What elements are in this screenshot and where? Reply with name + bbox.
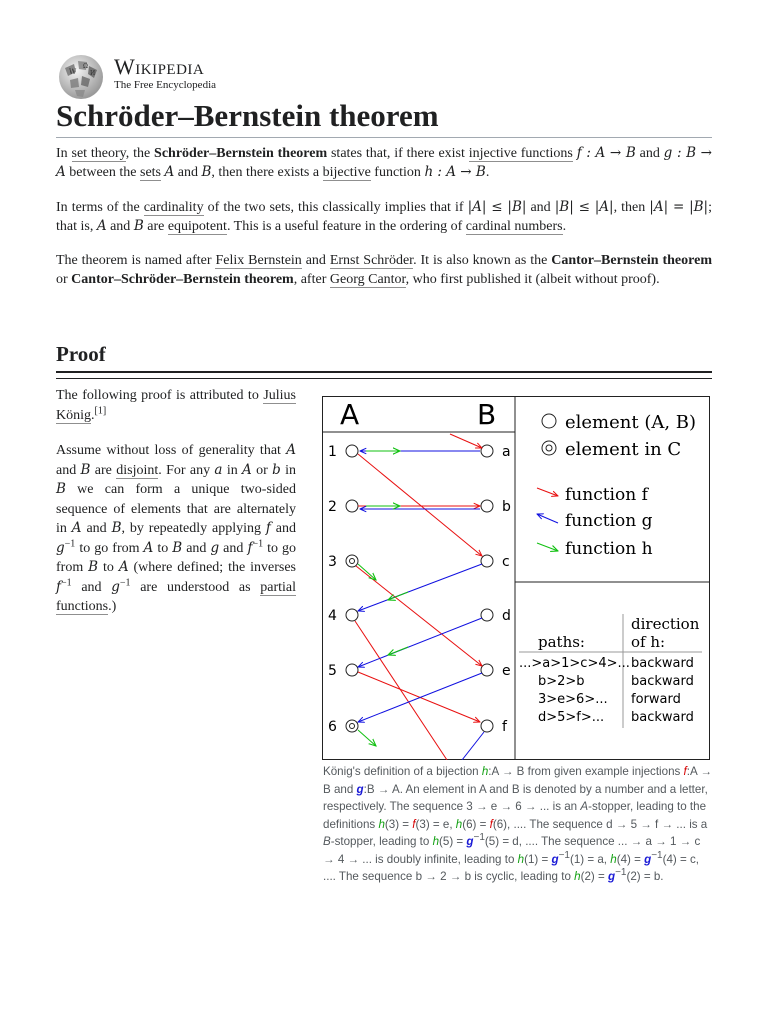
table-header-paths: paths:	[538, 633, 585, 651]
text: :A → B and	[323, 765, 712, 796]
text: states that, if there exist	[327, 146, 469, 161]
node-a-1	[346, 445, 358, 457]
math-b: B	[201, 164, 212, 180]
link-sets[interactable]: sets	[140, 165, 161, 180]
legend-element-ab: element (A, B)	[565, 412, 697, 433]
wikipedia-wordmark[interactable]: Wikipedia	[114, 54, 205, 79]
math-a: A	[118, 559, 129, 575]
math-h: h : A → B	[424, 164, 486, 180]
text: -stopper, leading to	[330, 835, 433, 848]
text: The following proof is attributed to	[56, 388, 264, 403]
math-f: f : A → B	[576, 145, 636, 161]
math-a-lower: a	[214, 461, 223, 478]
superscript: −1	[252, 537, 264, 549]
text: in	[222, 462, 243, 478]
math-card-2: |B| ≤ |A|	[554, 199, 614, 215]
math-b: B	[133, 218, 144, 234]
svg-text:W: W	[69, 68, 77, 76]
math-a: A	[242, 461, 252, 478]
text: and	[71, 579, 112, 595]
text: to	[153, 540, 173, 556]
text: . For any	[158, 462, 215, 478]
text: , then	[613, 200, 650, 215]
element-letter: a	[502, 444, 511, 460]
figure-caption	[323, 763, 713, 886]
h-symbol: h	[432, 835, 440, 848]
legend-element-c: element in C	[565, 439, 682, 460]
text: and	[182, 540, 211, 556]
link-cardinal-numbers[interactable]: cardinal numbers	[465, 219, 563, 234]
math-g: g : B → A	[56, 145, 712, 180]
text: (4) = c, .... The sequence b → 2 → b is cyclic, leading to	[323, 852, 699, 883]
text: , by repeatedly applying	[121, 521, 266, 536]
text: or	[251, 462, 273, 478]
f-symbol: f	[683, 765, 687, 778]
text: ; that is,	[56, 200, 712, 234]
h-symbol: h	[455, 817, 463, 831]
h-symbol: h	[574, 870, 581, 883]
text: (3) =	[384, 817, 413, 831]
proof-paragraph-1	[56, 386, 296, 425]
link-bijective[interactable]: bijective	[322, 165, 371, 180]
element-number: 6	[328, 719, 337, 735]
legend-function-h: function h	[565, 539, 653, 559]
math-g: g	[210, 539, 220, 556]
table-path: 3>e>6>...	[538, 692, 608, 707]
math-a: A	[286, 442, 296, 458]
element-number: 3	[328, 554, 337, 570]
section-divider-thin	[56, 378, 712, 379]
text: to	[98, 560, 119, 575]
text: , after	[293, 272, 330, 287]
wikipedia-globe-logo[interactable]	[56, 52, 106, 102]
text: .	[91, 407, 95, 423]
svg-text:И: И	[90, 70, 96, 77]
text: (1) = a,	[569, 852, 611, 866]
math-a: A	[143, 539, 154, 556]
math-a: A	[164, 164, 175, 180]
text: and	[270, 521, 297, 536]
table-direction: backward	[631, 674, 694, 689]
text: (1) =	[524, 852, 552, 866]
text: .)	[108, 599, 117, 614]
table-direction: forward	[631, 692, 681, 707]
element-letter: b	[502, 499, 511, 515]
link-cardinality[interactable]: cardinality	[143, 200, 204, 215]
legend-function-g: function g	[565, 511, 653, 531]
table-header-direction: direction	[631, 615, 700, 633]
link-partial-functions[interactable]: partial functions	[56, 579, 297, 614]
math-b-lower: b	[272, 461, 281, 478]
text: :A → B from given example injections	[488, 765, 684, 778]
node-a-4	[346, 609, 358, 621]
math-f: f	[265, 520, 271, 536]
text: . It is also known as the	[413, 253, 552, 268]
text: are	[143, 219, 168, 234]
text: , who first published it (albeit without proof).	[405, 272, 660, 287]
link-injective-functions[interactable]: injective functions	[468, 146, 573, 161]
set-a-label: A	[340, 398, 360, 431]
link-ernst-schroder[interactable]: Ernst Schröder	[329, 253, 414, 268]
g-symbol: g	[607, 870, 616, 883]
element-letter: e	[502, 663, 511, 679]
math-f: f	[56, 578, 61, 595]
text: and	[174, 165, 202, 180]
math-b: B	[172, 539, 183, 556]
text: and	[635, 146, 664, 161]
text: In terms of the	[56, 200, 144, 215]
text: are	[90, 462, 117, 478]
h-symbol: h	[517, 852, 525, 866]
text: :B → A. An element in A and B is denoted by a number and a letter, respectively. The sequence 3 → e → 6 → ... is an	[323, 782, 708, 813]
h-symbol: h	[481, 765, 489, 778]
element-number: 4	[328, 608, 337, 624]
element-letter: c	[502, 554, 510, 570]
text: , the	[125, 146, 155, 161]
intro-paragraph-2	[56, 198, 712, 236]
g-symbol: g	[644, 852, 652, 866]
table-direction: backward	[631, 656, 694, 671]
element-letter: d	[502, 608, 511, 624]
title-divider	[56, 137, 712, 138]
table-header-of-h: of h:	[631, 633, 666, 651]
math-a: A	[96, 218, 107, 234]
text: function	[370, 165, 425, 180]
link-disjoint[interactable]: disjoint	[116, 462, 159, 478]
reference-1[interactable]: [1]	[94, 404, 107, 416]
superscript: −1	[61, 576, 72, 588]
element-number: 1	[328, 444, 337, 460]
text: (6), .... The sequence d → 5 → f → ... is a	[492, 817, 708, 831]
node-a-2	[346, 500, 358, 512]
text: to go from	[56, 540, 297, 575]
g-symbol: g	[466, 835, 474, 848]
text: The theorem is named after	[56, 253, 216, 268]
text: (5) = d, .... The sequence ... → a → 1 → c → 4 → ... is doubly infinite, leading to	[323, 835, 701, 866]
link-julius-konig[interactable]: Julius König	[56, 388, 296, 423]
text: (5) =	[439, 835, 467, 848]
text: , then there exists a	[211, 165, 323, 180]
text: are understood as	[130, 579, 261, 595]
page-title: Schröder–Bernstein theorem	[56, 98, 439, 133]
math-card-3: |A| = |B|	[649, 199, 709, 215]
g-symbol: g	[551, 852, 559, 866]
g-symbol: g	[356, 782, 364, 796]
math-a: A	[71, 520, 82, 536]
text: in	[280, 462, 297, 478]
node-c-marker	[350, 724, 355, 729]
text: -stopper, leading to the definitions	[323, 800, 707, 831]
text: (2) = b.	[626, 870, 664, 883]
text: (6) =	[462, 817, 490, 831]
node-b-c	[481, 555, 493, 567]
f-symbol: f	[412, 817, 416, 831]
text: and	[56, 462, 81, 478]
superscript: −1	[119, 576, 131, 588]
text: (where defined; the inverses	[128, 560, 297, 575]
math-b: B	[88, 559, 99, 575]
math-b: B	[56, 481, 66, 497]
wikipedia-tagline: The Free Encyclopedia	[114, 79, 217, 91]
text: and	[81, 521, 112, 536]
element-letter: f	[502, 719, 507, 735]
bold-theorem-name: Schröder–Bernstein theorem	[154, 146, 328, 161]
text: and	[106, 219, 134, 234]
text: and	[526, 200, 555, 215]
text: König's definition of a bijection	[323, 765, 482, 778]
wikipedia-wordmark-block	[114, 56, 216, 91]
math-g: g	[56, 539, 65, 556]
superscript: −1	[558, 849, 570, 861]
konig-bijection-figure[interactable]	[322, 396, 710, 760]
link-georg-cantor[interactable]: Georg Cantor	[329, 272, 406, 287]
text: .	[562, 219, 567, 234]
link-set-theory[interactable]: set theory	[71, 146, 126, 161]
table-direction: backward	[631, 710, 694, 725]
legend-element-c-icon-inner	[546, 445, 552, 451]
superscript: −1	[473, 832, 485, 844]
legend-function-f: function f	[565, 485, 648, 505]
h-symbol: h	[378, 817, 385, 831]
text: Assume without loss of generality that	[56, 443, 287, 458]
text: A	[580, 800, 589, 813]
h-symbol: h	[610, 852, 617, 866]
text: to go from	[75, 540, 144, 556]
text: In	[56, 146, 72, 161]
element-number: 5	[328, 663, 337, 679]
node-b-a	[481, 445, 493, 457]
node-b-e	[481, 664, 493, 676]
node-b-b	[481, 500, 493, 512]
superscript: −1	[64, 537, 76, 549]
link-felix-bernstein[interactable]: Felix Bernstein	[215, 253, 302, 268]
set-b-label: B	[477, 398, 497, 431]
link-equipotent[interactable]: equipotent	[167, 219, 227, 234]
bold-alt-name-2: Cantor–Schröder–Bernstein theorem	[71, 272, 294, 287]
text: (2) =	[580, 870, 608, 883]
node-b-f	[481, 720, 493, 732]
f-symbol: f	[489, 817, 493, 831]
math-b: B	[80, 461, 91, 478]
text: B	[323, 835, 331, 848]
text: or	[56, 272, 72, 287]
math-b: B	[111, 520, 122, 536]
proof-paragraph-2	[56, 441, 296, 617]
math-card-1: |A| ≤ |B|	[467, 199, 527, 215]
node-a-5	[346, 664, 358, 676]
superscript: −1	[651, 849, 663, 861]
svg-text:Ω: Ω	[83, 63, 88, 70]
section-heading-proof: Proof	[56, 342, 106, 366]
text: (4) =	[616, 852, 645, 866]
table-path: d>5>f>...	[538, 710, 605, 725]
text: . This is a useful feature in the ordering of	[226, 219, 466, 234]
text: and	[219, 540, 248, 556]
section-divider	[56, 371, 712, 373]
intro-paragraph-1	[56, 144, 712, 182]
legend-element-icon	[542, 414, 556, 428]
bold-alt-name-1: Cantor–Bernstein theorem	[551, 253, 712, 268]
node-c-marker	[350, 559, 355, 564]
node-b-d	[481, 609, 493, 621]
text: .	[485, 165, 490, 180]
text: between the	[65, 165, 140, 180]
text: and	[301, 253, 330, 268]
math-f: f	[247, 539, 253, 556]
text: of the two sets, this classically implies that if	[203, 200, 468, 215]
table-path: ...>a>1>c>4>...	[519, 656, 630, 671]
text: (3) = e,	[415, 817, 456, 831]
text: we can form a unique two-sided sequence of elements that are alternately in	[56, 482, 296, 536]
math-g: g	[111, 578, 120, 595]
table-path: b>2>b	[538, 674, 585, 689]
intro-paragraph-3	[56, 251, 712, 289]
superscript: −1	[615, 867, 627, 879]
element-number: 2	[328, 499, 337, 515]
